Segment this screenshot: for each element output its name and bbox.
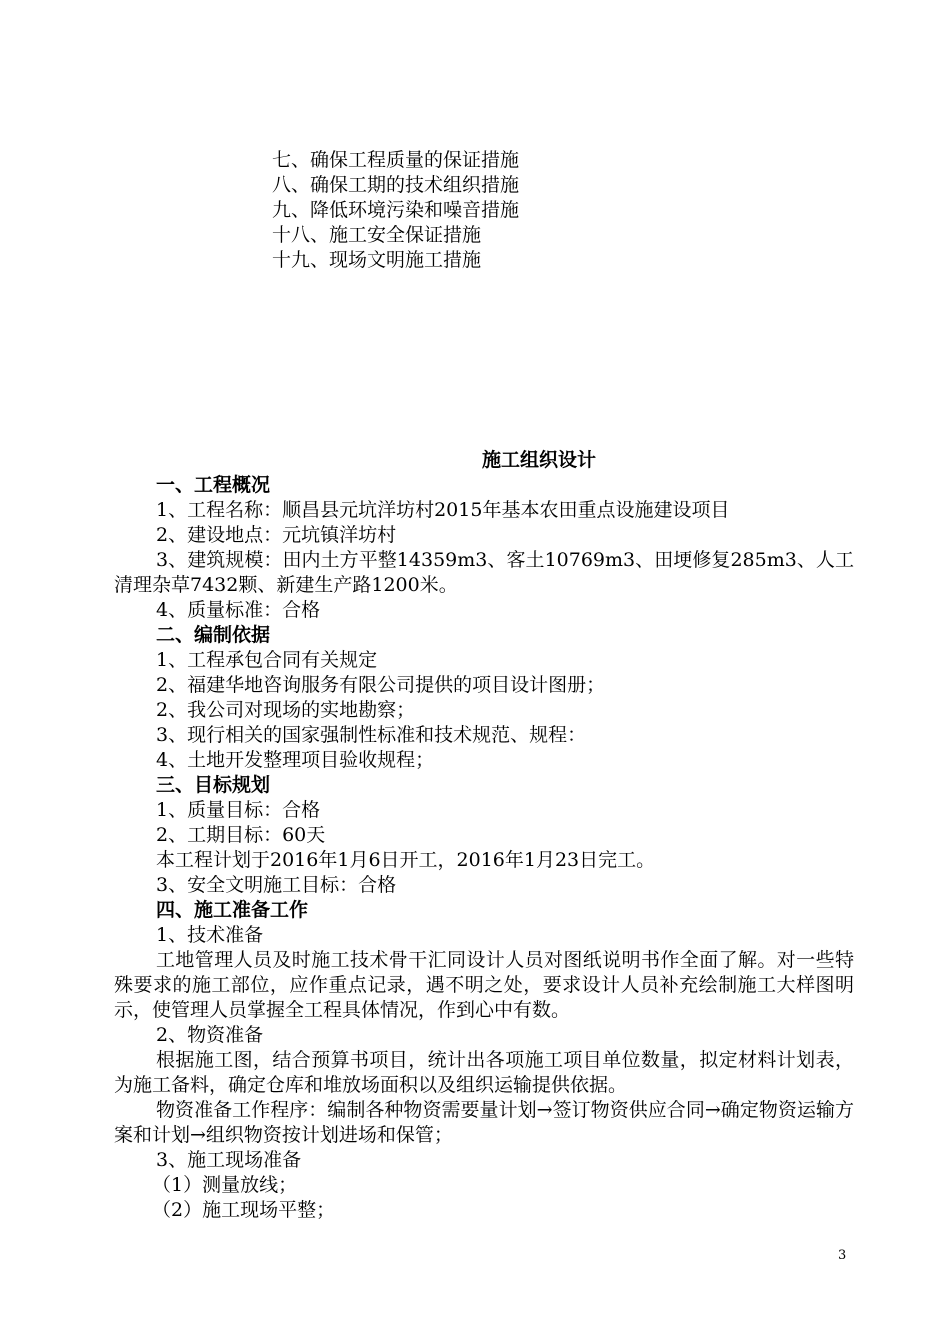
body-line: （2）施工现场平整； [152, 1199, 336, 1221]
body-line: 2、福建华地咨询服务有限公司提供的项目设计图册； [156, 674, 606, 696]
section-heading: 一、工程概况 [156, 474, 271, 496]
document-body [114, 448, 854, 1223]
toc-item: 九、降低环境污染和噪音措施 [272, 199, 520, 221]
body-paragraph: 3、建筑规模：田内土方平整14359m3、客土10769m3、田埂修复285m3、人工清理杂草7432颗、新建生产路1200米。 [114, 549, 854, 596]
section-heading: 二、编制依据 [156, 624, 271, 646]
body-line: 3、现行相关的国家强制性标准和技术规范、规程： [156, 724, 587, 746]
body-line: 2、物资准备 [156, 1024, 264, 1046]
body-paragraph: 物资准备工作程序：编制各种物资需要量计划→签订物资供应合同→确定物资运输方案和计划→组织物资按计划进场和保管； [114, 1099, 854, 1146]
document-title: 施工组织设计 [481, 449, 596, 471]
body-line: 4、土地开发整理项目验收规程； [156, 749, 435, 771]
table-of-contents [272, 148, 772, 273]
body-line: 2、建设地点：元坑镇洋坊村 [156, 524, 397, 546]
body-line: 本工程计划于2016年1月6日开工，2016年1月23日完工。 [156, 849, 656, 871]
body-paragraph: 工地管理人员及时施工技术骨干汇同设计人员对图纸说明书作全面了解。对一些特殊要求的施工部位，应作重点记录，遇不明之处，要求设计人员补充绘制施工大样图明示，使管理人员掌握全工程具体情况，作到心中有数。 [114, 949, 854, 1021]
body-line: 2、我公司对现场的实地勘察； [156, 699, 416, 721]
body-line: 1、质量目标：合格 [156, 799, 321, 821]
toc-item: 十八、施工安全保证措施 [272, 224, 482, 246]
toc-item: 七、确保工程质量的保证措施 [272, 149, 520, 171]
body-line: 2、工期目标：60天 [156, 824, 326, 846]
page-number: 3 [838, 1248, 847, 1263]
body-line: 3、施工现场准备 [156, 1149, 302, 1171]
body-line: 1、工程名称：顺昌县元坑洋坊村2015年基本农田重点设施建设项目 [156, 499, 730, 521]
body-line: （1）测量放线； [152, 1174, 298, 1196]
body-line: 4、质量标准：合格 [156, 599, 321, 621]
section-heading: 四、施工准备工作 [156, 899, 309, 921]
body-paragraph: 根据施工图，结合预算书项目，统计出各项施工项目单位数量，拟定材料计划表，为施工备料，确定仓库和堆放场面积以及组织运输提供依据。 [114, 1049, 854, 1096]
toc-item: 八、确保工期的技术组织措施 [272, 174, 520, 196]
toc-item: 十九、现场文明施工措施 [272, 249, 482, 271]
body-line: 1、工程承包合同有关规定 [156, 649, 378, 671]
section-heading: 三、目标规划 [156, 774, 271, 796]
body-line: 1、技术准备 [156, 924, 264, 946]
body-line: 3、安全文明施工目标：合格 [156, 874, 397, 896]
